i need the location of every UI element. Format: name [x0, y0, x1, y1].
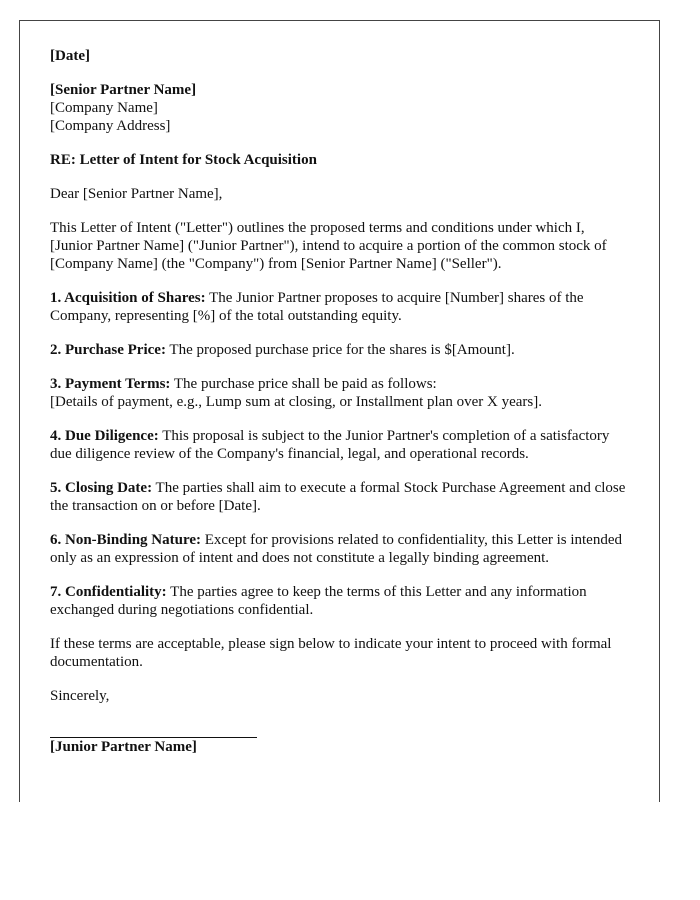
closing-paragraph: If these terms are acceptable, please sign below to indicate your intent to proceed with formal documentation.: [50, 636, 612, 670]
signatory-name: [50, 738, 629, 756]
section-4: [50, 427, 629, 463]
section-3: [50, 375, 629, 411]
section-heading: 3. Payment Terms:: [50, 376, 171, 392]
section-text: The purchase price shall be paid as follows:: [170, 376, 437, 392]
salutation: Dear [Senior Partner Name],: [50, 186, 223, 202]
section-7: [50, 583, 629, 619]
section-6: [50, 531, 629, 567]
signatory-text: [Junior Partner Name]: [50, 739, 197, 755]
section-heading: 1. Acquisition of Shares:: [50, 290, 206, 306]
section-text: The proposed purchase price for the shares is $[Amount].: [165, 342, 515, 358]
section-text-details: [Details of payment, e.g., Lump sum at closing, or Installment plan over X years].: [50, 394, 542, 410]
subject-text: RE: Letter of Intent for Stock Acquisition: [50, 152, 317, 168]
section-text: Except for provisions related to confidentiality, this Letter is intended only as an expression of intent and does not constitute a legally binding agreement.: [50, 532, 622, 566]
valediction: Sincerely,: [50, 688, 110, 704]
section-text: The Junior Partner proposes to acquire [Number] shares of the Company, representing [%] of the total outstanding equity.: [50, 290, 584, 324]
recipient-company: [Company Name]: [50, 100, 158, 116]
section-5: [50, 479, 629, 515]
section-heading: 2. Purchase Price:: [50, 342, 166, 358]
recipient-name-text: [Senior Partner Name]: [50, 82, 197, 98]
section-text: This proposal is subject to the Junior Partner's completion of a satisfactory due diligence review of the Company's financial, legal, and operational records.: [50, 428, 610, 462]
date-text: [Date]: [50, 48, 90, 64]
intro-paragraph: This Letter of Intent ("Letter") outlines the proposed terms and conditions under which I, [Junior Partner Name] ("Junior Partner"), intend to acquire a portion of the common stock of [Company Name] (the "Company") from [Senior Partner Name] ("Seller").: [50, 220, 607, 272]
recipient-address: [Company Address]: [50, 118, 171, 134]
recipient-block: [50, 81, 629, 135]
section-text: The parties agree to keep the terms of this Letter and any information exchanged during negotiations confidential.: [50, 584, 587, 618]
recipient-name: [50, 81, 629, 99]
section-text: The parties shall aim to execute a formal Stock Purchase Agreement and close the transaction on or before [Date].: [50, 480, 626, 514]
section-heading: 6. Non-Binding Nature:: [50, 532, 201, 548]
section-heading: 7. Confidentiality:: [50, 584, 167, 600]
letter-date: [50, 47, 629, 65]
letter-page: [19, 20, 660, 802]
section-1: [50, 289, 629, 325]
subject-line: [50, 151, 629, 169]
section-heading: 4. Due Diligence:: [50, 428, 159, 444]
section-2: [50, 341, 629, 359]
section-heading: 5. Closing Date:: [50, 480, 153, 496]
